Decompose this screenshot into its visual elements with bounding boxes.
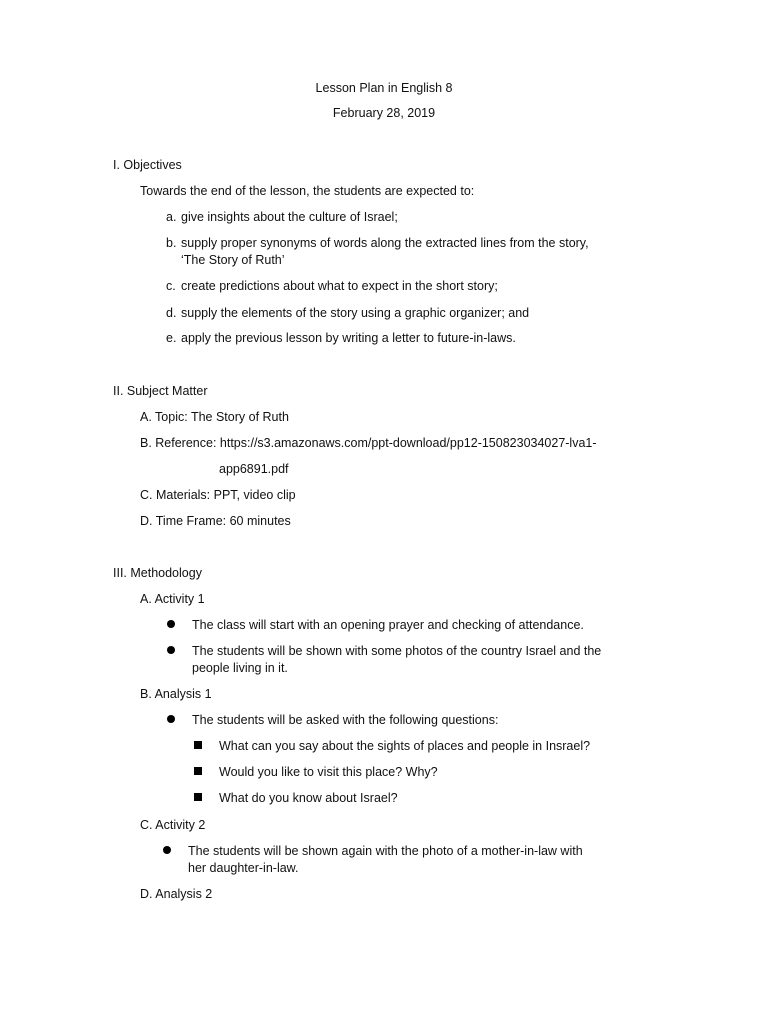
subject-topic: A. Topic: The Story of Ruth xyxy=(140,410,289,424)
document-date: February 28, 2019 xyxy=(332,106,436,120)
analysis1-question-3: What do you know about Israel? xyxy=(219,791,398,805)
objectives-heading: I. Objectives xyxy=(113,158,182,172)
objective-marker-c: c. xyxy=(166,279,176,293)
objective-marker-e: e. xyxy=(166,331,177,345)
bullet-square-icon xyxy=(194,767,202,775)
objective-a-text: give insights about the culture of Israel; xyxy=(181,210,398,224)
methodology-heading: III. Methodology xyxy=(113,566,202,580)
document-title: Lesson Plan in English 8 xyxy=(315,81,453,95)
activity1-heading: A. Activity 1 xyxy=(140,592,205,606)
objective-b-text: supply proper synonyms of words along the extracted lines from the story, xyxy=(181,236,589,250)
objective-c-text: create predictions about what to expect in the short story; xyxy=(181,279,498,293)
activity2-heading: C. Activity 2 xyxy=(140,818,206,832)
analysis1-question-1: What can you say about the sights of places and people in Insrael? xyxy=(219,739,591,753)
analysis2-heading: D. Analysis 2 xyxy=(140,887,213,901)
subject-reference: B. Reference: https://s3.amazonaws.com/ppt-download/pp12-150823034027-lva1- xyxy=(140,436,597,450)
activity1-bullet-2: The students will be shown with some photos of the country Israel and the xyxy=(192,644,602,658)
analysis1-question-2: Would you like to visit this place? Why? xyxy=(219,765,438,779)
subject-matter-heading: II. Subject Matter xyxy=(113,384,208,398)
bullet-dot-icon xyxy=(167,715,175,723)
subject-reference-cont: app6891.pdf xyxy=(219,462,289,476)
activity2-bullet: The students will be shown again with the photo of a mother-in-law with xyxy=(188,844,583,858)
bullet-dot-icon xyxy=(163,846,171,854)
objective-marker-a: a. xyxy=(166,210,177,224)
activity1-bullet-1: The class will start with an opening prayer and checking of attendance. xyxy=(192,618,584,632)
analysis1-heading: B. Analysis 1 xyxy=(140,687,212,701)
subject-time-frame: D. Time Frame: 60 minutes xyxy=(140,514,291,528)
objective-e-text: apply the previous lesson by writing a letter to future-in-laws. xyxy=(181,331,516,345)
bullet-dot-icon xyxy=(167,620,175,628)
subject-materials: C. Materials: PPT, video clip xyxy=(140,488,296,502)
bullet-dot-icon xyxy=(167,646,175,654)
bullet-square-icon xyxy=(194,793,202,801)
objective-marker-b: b. xyxy=(166,236,177,250)
objective-d-text: supply the elements of the story using a graphic organizer; and xyxy=(181,306,530,320)
analysis1-bullet: The students will be asked with the following questions: xyxy=(192,713,499,727)
bullet-square-icon xyxy=(194,741,202,749)
activity1-bullet-2-cont: people living in it. xyxy=(192,661,288,675)
activity2-bullet-cont: her daughter-in-law. xyxy=(188,861,299,875)
objectives-intro: Towards the end of the lesson, the students are expected to: xyxy=(140,184,475,198)
objective-b-text-cont: ‘The Story of Ruth’ xyxy=(181,253,285,267)
objective-marker-d: d. xyxy=(166,306,177,320)
